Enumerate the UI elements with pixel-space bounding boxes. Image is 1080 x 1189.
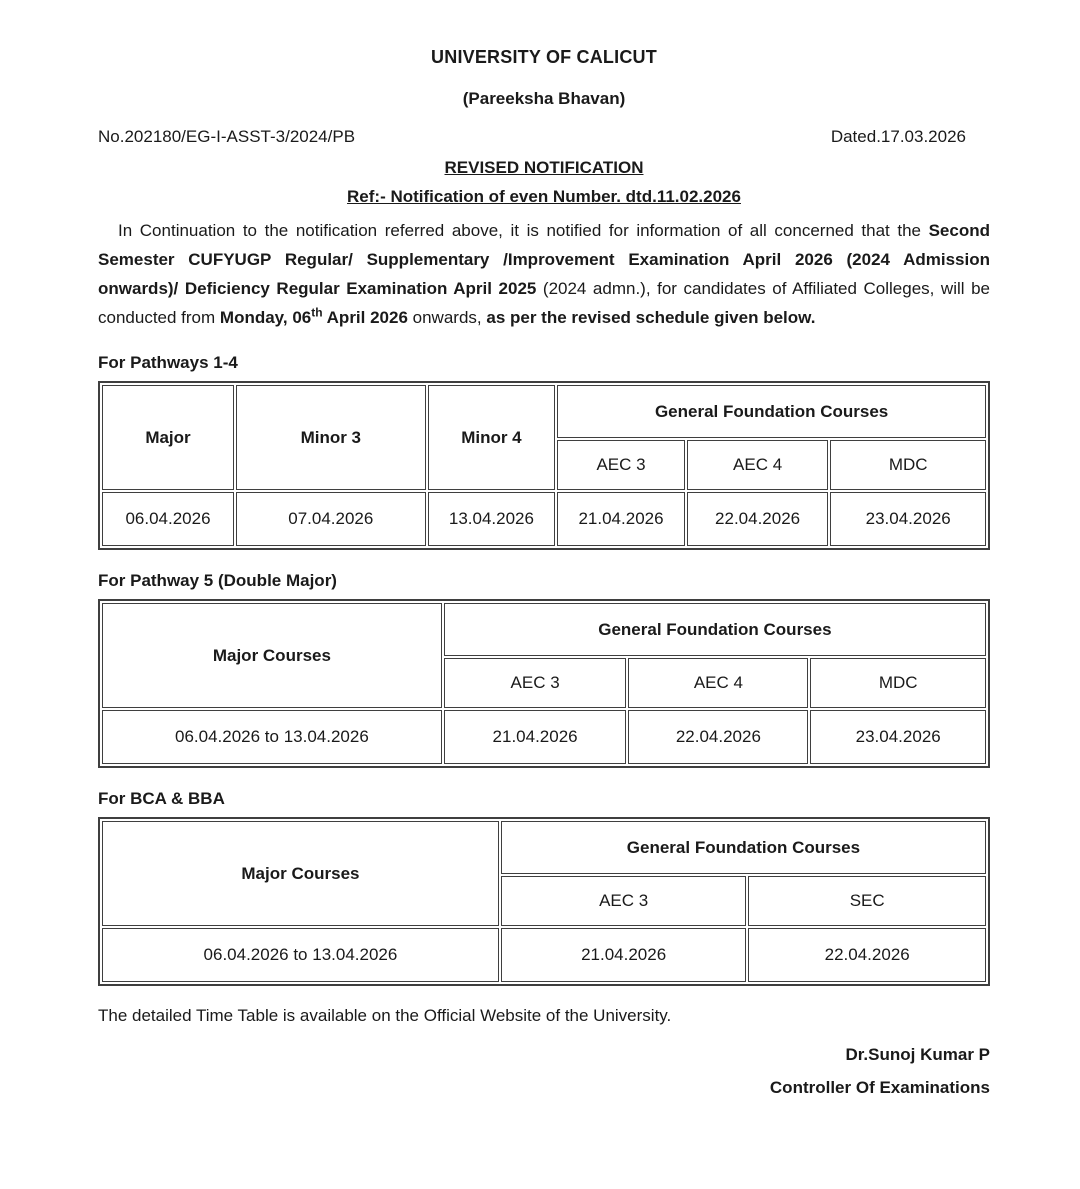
pareeksha-bhavan-subtitle: (Pareeksha Bhavan) (462, 89, 626, 108)
date-major-courses: 06.04.2026 to 13.04.2026 (102, 928, 499, 982)
start-month-bold: April 2026 (322, 308, 408, 327)
pathways-1-4-schedule-table (98, 381, 990, 550)
reference-line: Ref:- Notification of even Number. dtd.11.02.2026 (347, 187, 741, 206)
exam-name-bold: Second Semester CUFYUGP Regular/ Supplementary /Improvement Examination April 2026 (2024 Admission onwards)/ Deficiency Regular Examination April 2025 (98, 221, 990, 298)
column-header-major-courses: Major Courses (102, 821, 499, 926)
sub-column-aec-4: AEC 4 (687, 440, 829, 490)
start-day-bold: Monday, 06 (219, 308, 312, 327)
date-aec-3: 21.04.2026 (501, 928, 747, 982)
date-sec: 22.04.2026 (748, 928, 986, 982)
section-heading-pathways-1-4: For Pathways 1-4 (98, 353, 238, 372)
group-header-general-foundation-courses: General Foundation Courses (557, 385, 986, 438)
revised-notification-title: REVISED NOTIFICATION (444, 158, 644, 177)
date-aec-3: 21.04.2026 (444, 710, 627, 764)
paragraph-mid: (2024 admn.), for candidates of Affiliated Colleges, will be conducted from (98, 279, 990, 327)
column-header-minor-4: Minor 4 (428, 385, 556, 490)
sub-column-sec: SEC (748, 876, 986, 926)
paragraph-intro: In Continuation to the notification referred above, it is notified for information of all concerned that the (118, 221, 929, 240)
date-major-courses: 06.04.2026 to 13.04.2026 (102, 710, 442, 764)
reference-number-row (98, 127, 990, 147)
sub-column-aec-3: AEC 3 (501, 876, 747, 926)
sub-column-mdc: MDC (810, 658, 986, 708)
section-heading-pathway-5: For Pathway 5 (Double Major) (98, 571, 337, 590)
date-aec-4: 22.04.2026 (628, 710, 808, 764)
ordinal-superscript: th (311, 305, 323, 320)
paragraph-onwards: onwards, (407, 308, 487, 327)
pathway-5-schedule-table (98, 599, 990, 768)
timetable-availability-note: The detailed Time Table is available on the Official Website of the University. (98, 1006, 672, 1025)
date-minor-4: 13.04.2026 (428, 492, 556, 546)
sub-column-aec-3: AEC 3 (444, 658, 627, 708)
notification-number: No.202180/EG-I-ASST-3/2024/PB (98, 127, 356, 146)
signatory-designation: Controller Of Examinations (769, 1078, 990, 1097)
bca-bba-schedule-table (98, 817, 990, 986)
column-header-major-courses: Major Courses (102, 603, 442, 708)
date-minor-3: 07.04.2026 (236, 492, 426, 546)
date-aec-4: 22.04.2026 (687, 492, 829, 546)
column-header-major: Major (102, 385, 234, 490)
section-heading-bca-bba: For BCA & BBA (98, 789, 225, 808)
date-major: 06.04.2026 (102, 492, 234, 546)
university-title: UNIVERSITY OF CALICUT (431, 47, 657, 67)
schedule-note-bold: as per the revised schedule given below. (486, 308, 816, 327)
signatory-name: Dr.Sunoj Kumar P (845, 1045, 990, 1064)
sub-column-mdc: MDC (830, 440, 986, 490)
column-header-minor-3: Minor 3 (236, 385, 426, 490)
group-header-general-foundation-courses: General Foundation Courses (444, 603, 986, 656)
date-aec-3: 21.04.2026 (557, 492, 685, 546)
notification-date: Dated.17.03.2026 (830, 127, 966, 146)
sub-column-aec-4: AEC 4 (628, 658, 808, 708)
table-row (102, 710, 986, 764)
table-row (102, 928, 986, 982)
sub-column-aec-3: AEC 3 (557, 440, 685, 490)
group-header-general-foundation-courses: General Foundation Courses (501, 821, 986, 874)
notice-paragraph (98, 216, 990, 332)
date-mdc: 23.04.2026 (830, 492, 986, 546)
table-row (102, 492, 986, 546)
date-mdc: 23.04.2026 (810, 710, 986, 764)
